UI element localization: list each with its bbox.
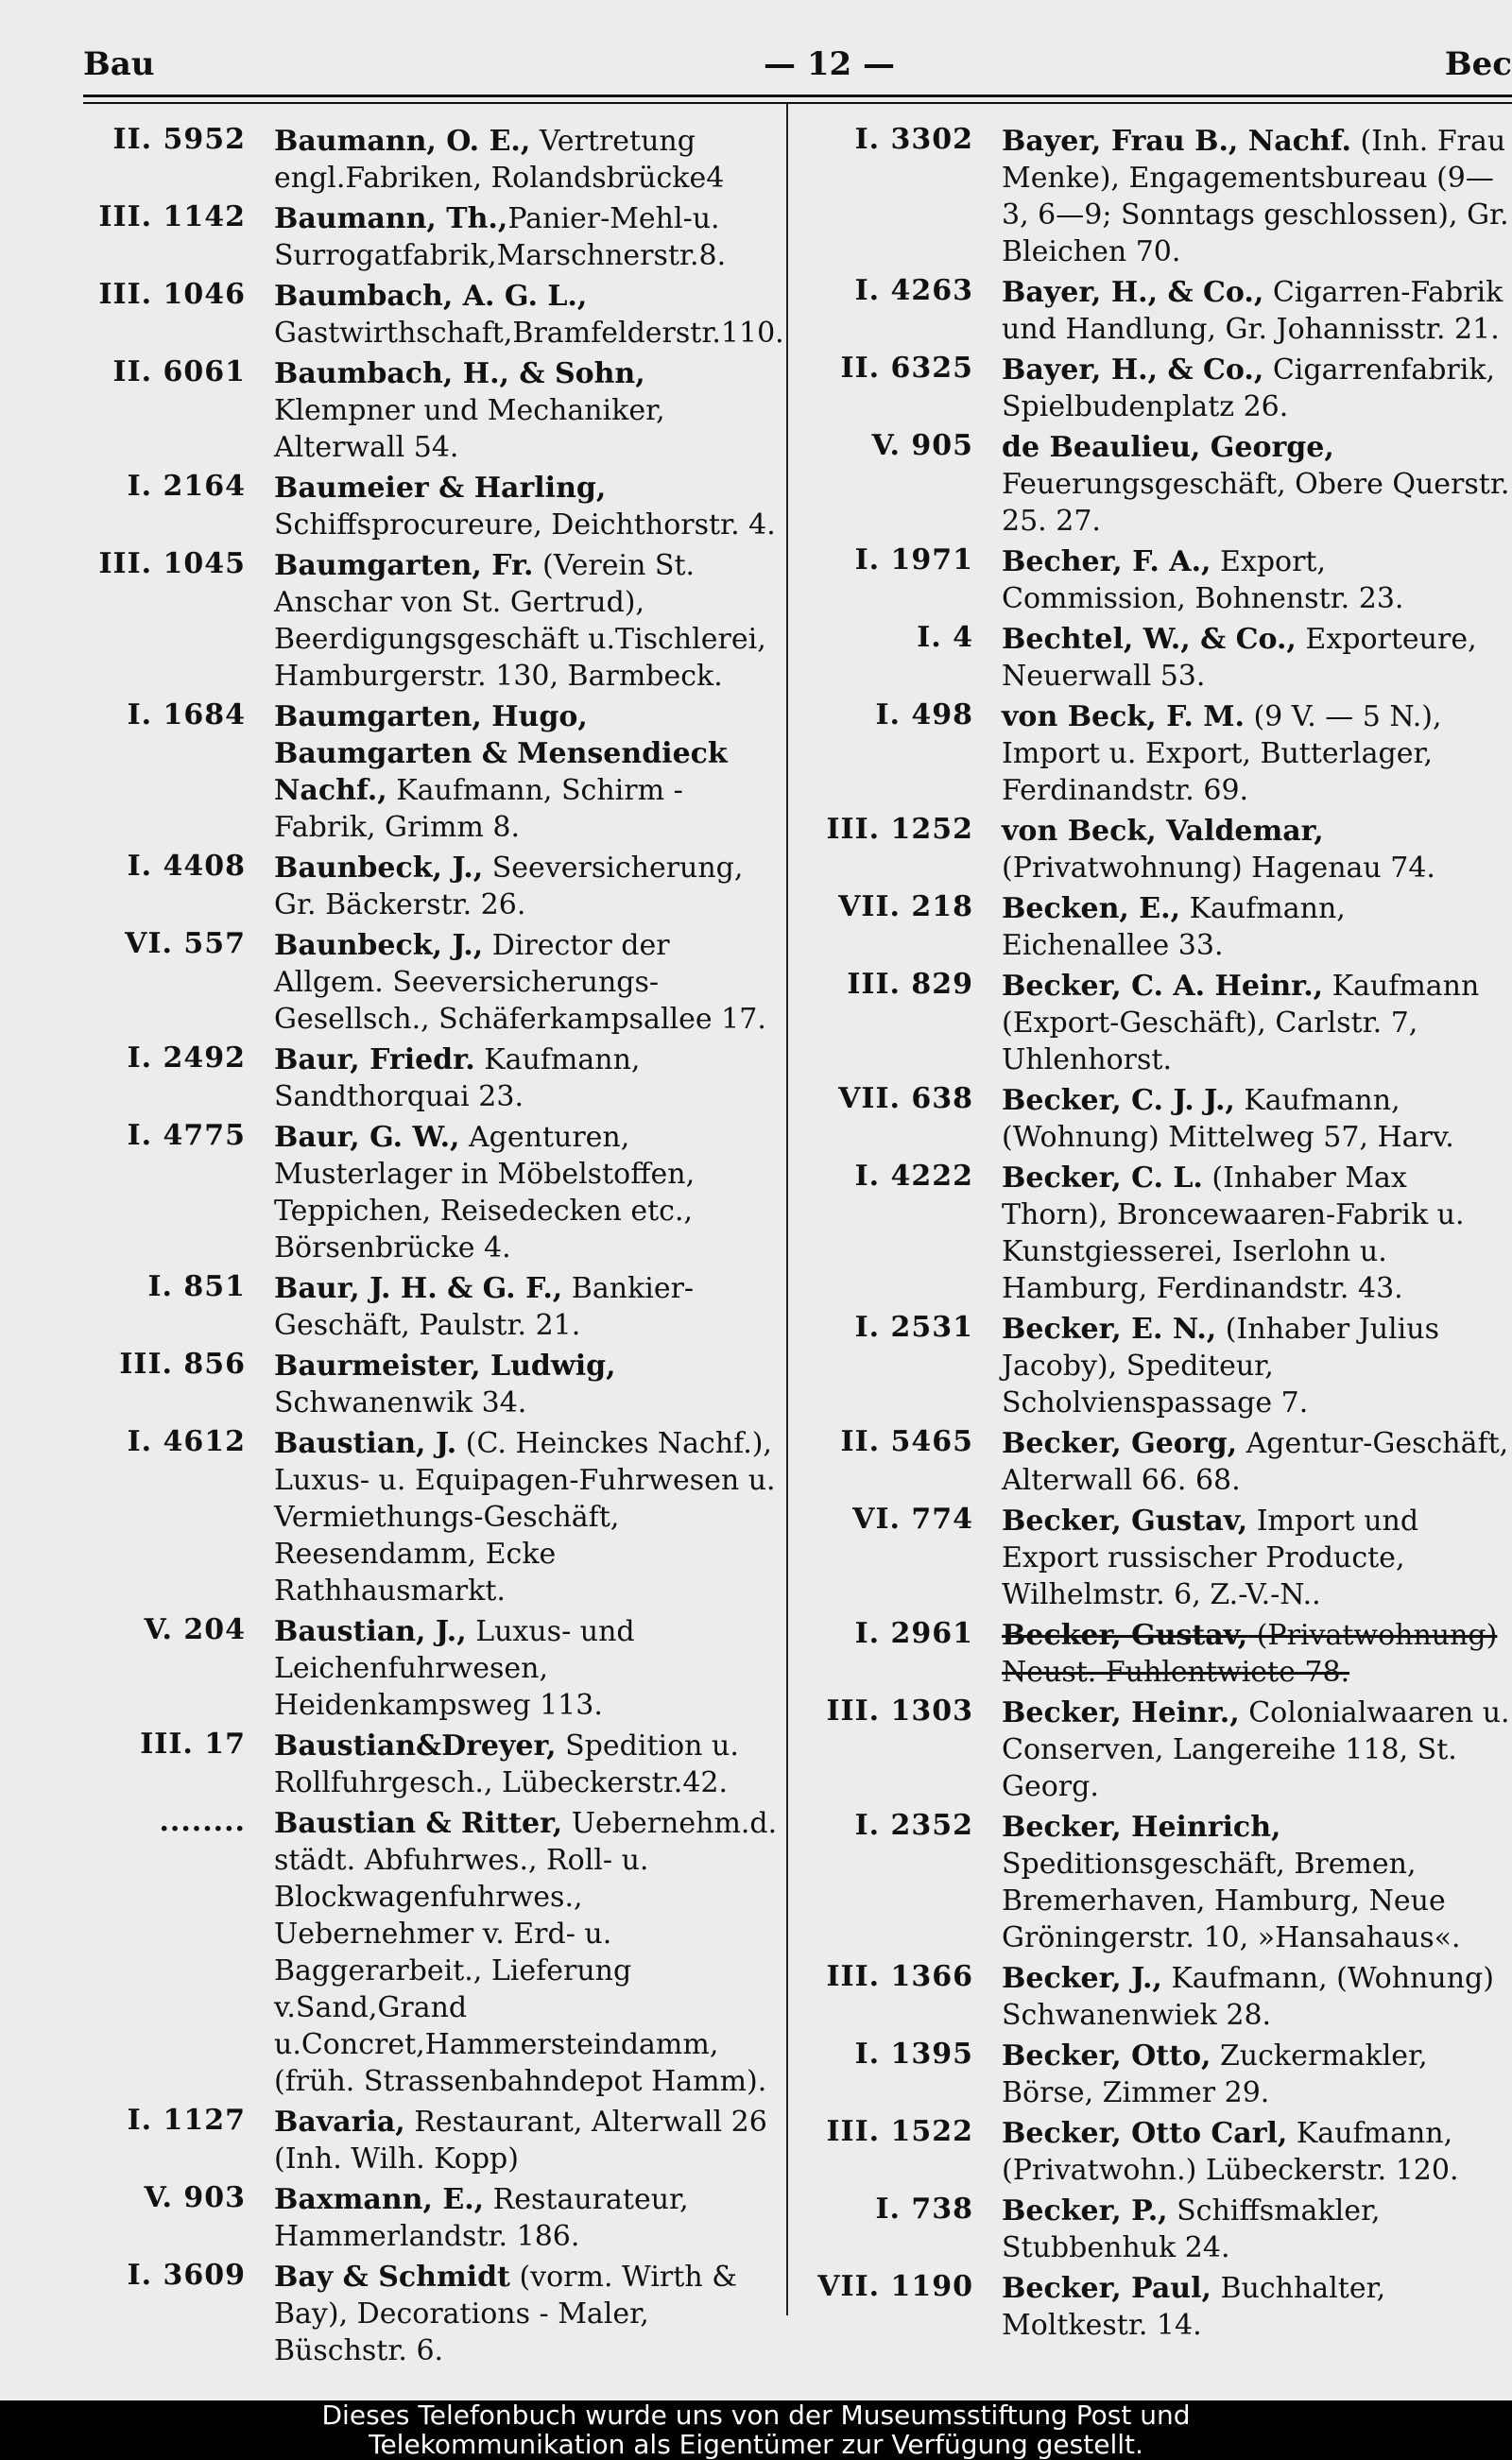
directory-entry [803,2038,1512,2111]
entry-text [1002,1311,1512,1421]
directory-entry [803,2115,1512,2189]
entry-description: Agenturen, Musterlager in Möbelstoffen, Teppichen, Reisedecken etc., Börsenbrücke 4. [274,1121,696,1264]
subscriber-name: Bayer, H., & Co., [1002,276,1264,309]
entry-description: Cigarrenfabrik, Spielbudenplatz 26. [1002,353,1496,423]
entry-text [274,1348,784,1421]
directory-entry [85,1270,784,1344]
header-right-keyword: Bec [1444,45,1512,83]
entry-description: (vorm. Wirth & Bay), Decorations - Maler, Büschstr. 6. [274,2261,737,2367]
entry-text [274,2104,784,2177]
entry-text [1002,1160,1512,1307]
phone-number: I. 1127 [127,2104,246,2137]
phone-number: III. 17 [140,1728,246,1761]
subscriber-name: Baumbach, A. G. L., [274,280,588,313]
phone-number: V. 905 [871,429,973,462]
subscriber-name: Baur, J. H. & G. F., [274,1272,563,1305]
phone-number: I. 2164 [127,470,246,503]
entry-text [274,470,784,543]
phone-number: I. 851 [147,1270,246,1303]
entry-text [274,1425,784,1609]
subscriber-name: Becker, Gustav, [1002,1619,1248,1652]
entry-description: (Inhaber Max Thorn), Broncewaaren-Fabrik u. Kunstgiesserei, Iserlohn u. Hamburg, Ferdinandstr. 43. [1002,1161,1465,1305]
entry-text [274,698,784,846]
entry-description: Director der Allgem. Seeversicherungs-Gesellsch., Schäferkampsallee 17. [274,929,766,1036]
entry-text [274,927,784,1038]
entry-text [274,1613,784,1724]
phone-number: III. 829 [847,968,973,1001]
entry-description: Kaufmann, Eichenallee 33. [1002,892,1346,962]
entry-text [1002,890,1512,964]
directory-entry [85,1728,784,1801]
column-divider [786,104,788,2315]
subscriber-name: Becher, F. A., [1002,545,1211,578]
entry-description: (C. Heinckes Nachf.), Luxus- u. Equipagen-Fuhrwesen u. Vermiethungs-Geschäft, Reesendamm, Ecke Rathhausmarkt. [274,1427,776,1608]
subscriber-name: Baustian, J., [274,1615,467,1648]
directory-entry [803,352,1512,425]
directory-entry [803,1082,1512,1156]
directory-entry [85,1041,784,1115]
phone-number: I. 4775 [127,1119,246,1152]
subscriber-name: Baumeier & Harling, [274,472,607,505]
directory-entry [803,1160,1512,1307]
entry-text [274,2259,784,2369]
entry-text [1002,1809,1512,1956]
directory-entry [803,2270,1512,2344]
directory-entry [803,890,1512,964]
directory-entry [85,1805,784,2100]
entry-description: (Verein St. Anschar von St. Gertrud), Beerdigungsgeschäft u.Tischlerei, Hamburgerstr. 130, Barmbeck. [274,549,766,693]
subscriber-name: Becker, Paul, [1002,2272,1211,2305]
phone-number: I. 2531 [854,1311,973,1344]
entry-description: Exporteure, Neuerwall 53. [1002,623,1477,693]
footer-notice [0,2400,1512,2460]
phone-number: V. 204 [144,1613,246,1646]
subscriber-name: Becker, P., [1002,2194,1168,2228]
directory-entry [803,1311,1512,1421]
entry-text [1002,2193,1512,2266]
directory-entry [85,200,784,274]
entry-text [1002,2270,1512,2344]
entry-text [1002,698,1512,809]
entry-description: Restaurant, Alterwall 26 (Inh. Wilh. Kopp) [274,2106,767,2176]
directory-entry [803,1503,1512,1613]
entry-description: Spedition u. Rollfuhrgesch., Lübeckerstr.42. [274,1729,739,1799]
subscriber-name: Becker, C. L. [1002,1161,1203,1195]
entry-text [1002,352,1512,425]
entry-description: Agentur-Geschäft, Alterwall 66. 68. [1002,1427,1509,1497]
phone-number: V. 903 [144,2181,246,2214]
directory-entry [803,1425,1512,1499]
directory-entry [803,2193,1512,2266]
entry-description: Kaufmann, (Wohnung) Mittelweg 57, Harv. [1002,1084,1454,1154]
subscriber-name: Baumgarten, Fr. [274,549,534,582]
entry-text [274,123,784,197]
entry-description: Speditionsgeschäft, Bremen, Bremerhaven, Hamburg, Neue Gröningerstr. 10, »Hansahaus«. [1002,1848,1461,1954]
subscriber-name: Baunbeck, J., [274,852,484,885]
directory-entry [85,355,784,466]
entry-description: Kaufmann, (Wohnung) Schwanenwiek 28. [1002,1962,1494,2032]
entry-description: Export, Commission, Bohnenstr. 23. [1002,545,1404,615]
entry-description: (Privatwohnung) Hagenau 74. [1002,852,1435,885]
entry-description: Cigarren-Fabrik und Handlung, Gr. Johannisstr. 21. [1002,276,1503,346]
entry-text [1002,543,1512,617]
entry-description: Import und Export russischer Producte, Wilhelmstr. 6, Z.-V.-N.. [1002,1505,1419,1611]
subscriber-name: von Beck, Valdemar, [1002,815,1324,848]
directory-entry [803,429,1512,540]
entry-description: Restaurateur, Hammerlandstr. 186. [274,2183,689,2253]
entry-text [1002,1694,1512,1805]
directory-entry [85,470,784,543]
phone-number: II. 5465 [840,1425,973,1458]
subscriber-name: Baur, Friedr. [274,1043,475,1076]
subscriber-name: de Beaulieu, George, [1002,431,1334,464]
phone-number: I. 738 [875,2193,973,2226]
phone-number: I. 2352 [854,1809,973,1842]
subscriber-name: Bavaria, [274,2106,405,2139]
entry-description: (9 V. — 5 N.), Import u. Export, Butterlager, Ferdinandstr. 69. [1002,700,1442,807]
subscriber-name: Baumann, Th., [274,202,508,235]
directory-entry [803,123,1512,270]
subscriber-name: Baxmann, E., [274,2183,485,2216]
header-rule-thick [83,95,1512,97]
directory-entry [85,547,784,695]
footer-line-1: Dieses Telefonbuch wurde uns von der Museumsstiftung Post und [321,2400,1191,2431]
directory-entry [85,1613,784,1724]
entry-description: Schwanenwik 34. [274,1386,527,1419]
entry-description: Uebernehm.d. städt. Abfuhrwes., Roll- u. Blockwagenfuhrwes., Uebernehmer v. Erd- u. Baggerarbeit., Lieferung v.Sand,Grand u.Concret,Hammersteindamm,(früh. Strassenbahndepot Hamm). [274,1807,778,2098]
directory-entry [85,1348,784,1421]
phone-number: III. 1303 [826,1694,973,1728]
subscriber-name: Bay & Schmidt [274,2261,510,2294]
subscriber-name: Baustian & Ritter, [274,1807,563,1840]
entry-description: Colonialwaaren u. Conserven, Langereihe 118, St. Georg. [1002,1696,1510,1803]
subscriber-name: Baunbeck, J., [274,929,484,962]
phone-number: I. 2492 [127,1041,246,1075]
directory-entry [85,2181,784,2255]
subscriber-name: Becker, Gustav, [1002,1505,1248,1538]
subscriber-name: Baustian, J. [274,1427,457,1460]
phone-number: II. 6061 [112,355,246,388]
entry-text [1002,621,1512,695]
entry-description: Kaufmann, Sandthorquai 23. [274,1043,641,1113]
entry-text [1002,968,1512,1078]
directory-entry [85,1425,784,1609]
subscriber-name: Becker, C. J. J., [1002,1084,1235,1117]
entry-description: Seeversicherung, Gr. Bäckerstr. 26. [274,852,744,921]
subscriber-name: Becker, Heinr., [1002,1696,1240,1729]
directory-entry [85,123,784,197]
subscriber-name: Bayer, Frau B., Nachf. [1002,125,1352,158]
directory-entry [85,927,784,1038]
entry-description: Luxus- und Leichenfuhrwesen, Heidenkampsweg 113. [274,1615,635,1722]
subscriber-name: von Beck, F. M. [1002,700,1245,733]
phone-number: I. 4263 [854,274,973,307]
entry-text [1002,1503,1512,1613]
phone-number: I. 3609 [127,2259,246,2292]
left-column [85,123,784,2373]
entry-text [1002,1960,1512,2034]
entry-description: Kaufmann, Schirm - Fabrik, Grimm 8. [274,774,683,844]
directory-entry [803,543,1512,617]
subscriber-name: Becker, Otto Carl, [1002,2117,1288,2150]
subscriber-name: Baumgarten, Hugo, Baumgarten & Mensendieck Nachf., [274,700,728,807]
phone-number: I. 4 [917,621,973,654]
subscriber-name: Becker, C. A. Heinr., [1002,970,1324,1003]
directory-entry [803,698,1512,809]
entry-text [1002,2115,1512,2189]
phone-number: ........ [159,1805,246,1838]
header-rule-thin [83,102,1512,104]
entry-description: (Privatwohnung) Neust. Fuhlentwiete 78. [1002,1619,1498,1689]
directory-entry [803,968,1512,1078]
directory-entry [85,2259,784,2369]
phone-number: III. 1046 [98,278,246,311]
entry-text [274,355,784,466]
subscriber-name: Bechtel, W., & Co., [1002,623,1297,656]
subscriber-name: Baumbach, H., & Sohn, [274,357,645,390]
entry-text [274,1805,784,2100]
phone-number: III. 1142 [98,200,246,233]
subscriber-name: Baustian&Dreyer, [274,1729,557,1763]
entry-description: Gastwirthschaft,Bramfelderstr.110. [274,317,784,350]
entry-description: Schiffsprocureure, Deichthorstr. 4. [274,508,776,542]
entry-text [274,2181,784,2255]
entry-text [1002,2038,1512,2111]
entry-text [1002,429,1512,540]
page-number: — 12 — [764,45,895,83]
phone-number: I. 1395 [854,2038,973,2071]
entry-text [1002,1617,1512,1691]
phone-number: I. 4222 [854,1160,973,1193]
directory-entry [803,1617,1512,1691]
phone-number: I. 498 [875,698,973,731]
subscriber-name: Bayer, H., & Co., [1002,353,1264,387]
phone-number: III. 1252 [826,813,973,846]
phone-number: III. 1366 [826,1960,973,1993]
phone-number: VII. 218 [838,890,973,923]
directory-entry [803,813,1512,886]
subscriber-name: Baur, G. W., [274,1121,460,1154]
phone-number: VI. 557 [125,927,246,960]
phone-number: VII. 1190 [817,2270,973,2303]
entry-description: Schiffsmakler, Stubbenhuk 24. [1002,2194,1381,2264]
subscriber-name: Becker, Georg, [1002,1427,1238,1460]
directory-entry [803,621,1512,695]
entry-description: (Inhaber Julius Jacoby), Spediteur, Scholvienspassage 7. [1002,1313,1439,1419]
entry-text [274,850,784,923]
entry-text [1002,813,1512,886]
entry-description: Kaufmann (Export-Geschäft), Carlstr. 7, Uhlenhorst. [1002,970,1480,1076]
directory-entry [85,278,784,352]
directory-entry [85,2104,784,2177]
entry-text [274,547,784,695]
entry-text [1002,123,1512,270]
directory-entry [803,274,1512,348]
directory-entry [803,1960,1512,2034]
entry-text [1002,1082,1512,1156]
entry-description: Panier-Mehl-u. Surrogatfabrik,Marschnerstr.8. [274,202,727,272]
subscriber-name: Baumann, O. E., [274,125,531,158]
phone-number: I. 1971 [854,543,973,576]
footer-line-2: Telekommunikation als Eigentümer zur Verfügung gestellt. [369,2429,1143,2460]
phone-number: I. 4408 [127,850,246,883]
entry-description: Buchhalter, Moltkestr. 14. [1002,2272,1386,2342]
subscriber-name: Becker, Otto, [1002,2039,1211,2073]
entry-description: Vertretung engl.Fabriken, Rolandsbrücke4 [274,125,725,195]
directory-entry [85,850,784,923]
phone-number: I. 3302 [854,123,973,156]
subscriber-name: Baurmeister, Ludwig, [274,1350,616,1383]
phone-number: III. 1522 [826,2115,973,2148]
entry-text [274,278,784,352]
phone-number: I. 1684 [127,698,246,731]
entry-description: Kaufmann, (Privatwohn.) Lübeckerstr. 120. [1002,2117,1459,2187]
page-header [83,36,1512,93]
entry-text [1002,1425,1512,1499]
entry-text [274,1119,784,1266]
entry-text [274,1270,784,1344]
phone-number: III. 856 [119,1348,246,1381]
phone-number: VI. 774 [852,1503,973,1536]
entry-text [1002,274,1512,348]
phone-number: II. 6325 [840,352,973,385]
phone-number: II. 5952 [112,123,246,156]
phone-number: III. 1045 [98,547,246,580]
entry-description: Feuerungsgeschäft, Obere Querstr. 25. 27. [1002,468,1510,538]
right-column [803,123,1512,2348]
phone-number: I. 2961 [854,1617,973,1650]
subscriber-name: Becken, E., [1002,892,1181,925]
directory-entry [803,1809,1512,1956]
entry-description: Bankier-Geschäft, Paulstr. 21. [274,1272,695,1342]
header-left-keyword: Bau [83,45,155,83]
directory-entry [85,698,784,846]
subscriber-name: Becker, E. N., [1002,1313,1217,1346]
entry-text [274,1728,784,1801]
entry-description: Zuckermakler, Börse, Zimmer 29. [1002,2039,1428,2109]
subscriber-name: Becker, Heinrich, [1002,1811,1281,1844]
entry-text [274,1041,784,1115]
phone-number: VII. 638 [838,1082,973,1115]
entry-text [274,200,784,274]
directory-entry [803,1694,1512,1805]
entry-description: Klempner und Mechaniker, Alterwall 54. [274,394,665,464]
entry-description: (Inh. Frau Menke), Engagementsbureau (9—3, 6—9; Sonntags geschlossen), Gr. Bleichen 70. [1002,125,1509,268]
subscriber-name: Becker, J., [1002,1962,1162,1995]
directory-entry [85,1119,784,1266]
phone-number: I. 4612 [127,1425,246,1458]
